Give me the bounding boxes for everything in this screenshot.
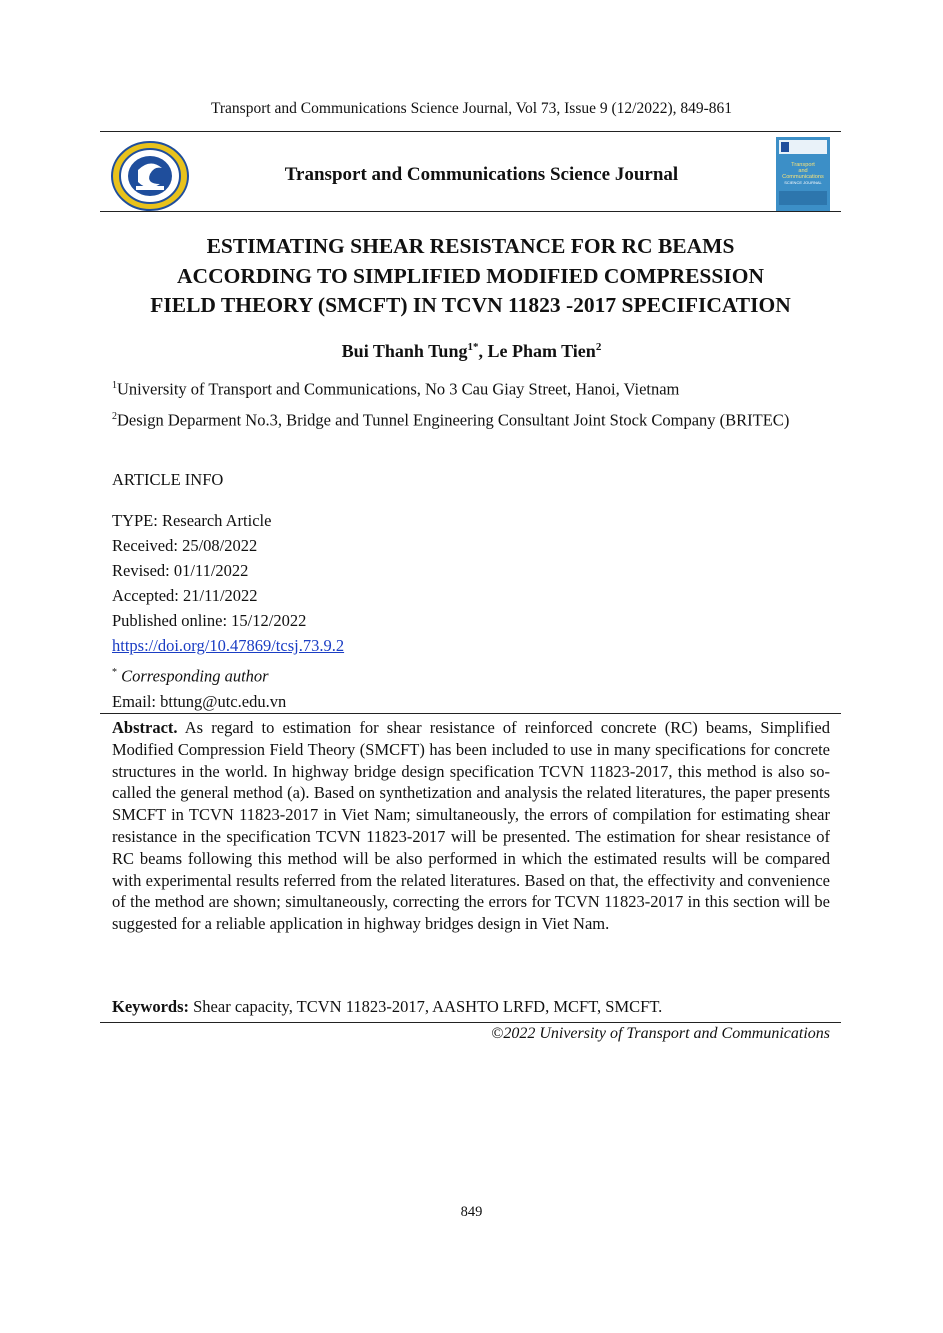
article-info-heading: ARTICLE INFO xyxy=(112,470,224,489)
affiliation xyxy=(112,374,832,402)
affiliation-sup: 1 xyxy=(112,380,117,391)
author-name: Bui Thanh Tung xyxy=(341,341,468,361)
author-list xyxy=(0,341,943,362)
article-info-list xyxy=(112,508,344,714)
svg-text:Transport: Transport xyxy=(791,162,815,168)
revised-date: Revised: 01/11/2022 xyxy=(112,561,249,580)
abstract xyxy=(112,717,830,935)
affiliation-sup: 2 xyxy=(112,411,117,422)
published-date: Published online: 15/12/2022 xyxy=(112,611,307,630)
keywords-text: Shear capacity, TCVN 11823-2017, AASHTO LRFD, MCFT, SMCFT. xyxy=(193,997,663,1016)
page-number: 849 xyxy=(460,1204,483,1220)
svg-text:and: and xyxy=(798,168,808,174)
copyright: ©2022 University of Transport and Communications xyxy=(491,1025,830,1042)
doi-link[interactable]: https://doi.org/10.47869/tcsj.73.9.2 xyxy=(112,636,345,655)
affiliation-text: University of Transport and Communications, No 3 Cau Giay Street, Hanoi, Vietnam xyxy=(117,379,680,399)
abstract-bottom-rule xyxy=(100,1022,841,1023)
title-line: ACCORDING TO SIMPLIFIED MODIFIED COMPRESSION xyxy=(177,263,764,288)
header-top-rule xyxy=(100,131,841,132)
corresponding-author-label: Corresponding author xyxy=(121,666,269,686)
received-date: Received: 25/08/2022 xyxy=(112,536,258,555)
author-sup: 1* xyxy=(467,341,479,353)
keywords xyxy=(112,997,830,1017)
keywords-label: Keywords: xyxy=(112,997,189,1016)
journal-cover-image xyxy=(776,137,830,211)
journal-name: Transport and Communications Science Journal xyxy=(284,164,679,185)
affiliation xyxy=(112,405,832,433)
email: Email: bttung@utc.edu.vn xyxy=(112,691,287,711)
corresponding-mark: * xyxy=(112,667,117,678)
author-name: Le Pham Tien xyxy=(487,341,596,361)
author-sup: 2 xyxy=(595,341,602,353)
accepted-date: Accepted: 21/11/2022 xyxy=(112,586,258,605)
paper-title xyxy=(100,232,841,321)
abstract-label: Abstract. xyxy=(112,718,178,737)
author-separator: , xyxy=(478,341,488,361)
header-bottom-rule xyxy=(100,211,841,212)
svg-text:SCIENCE JOURNAL: SCIENCE JOURNAL xyxy=(784,180,822,185)
svg-text:Communications: Communications xyxy=(782,174,824,180)
abstract-top-rule xyxy=(100,713,841,714)
abstract-text: As regard to estimation for shear resistance of reinforced concrete (RC) beams, Simplified Modified Compression Field Theory (SMCFT) has been included to use in many specifications for concrete structures in the world. In highway bridge design specification TCVN 11823-2017, this method is also so-called the general method (a). Based on synthetization and analysis the related literatures, the paper presents SMCFT in TCVN 11823-2017 in Viet Nam; simultaneously, the errors of compilation for estimating shear resistance in the specification TCVN 11823-2017 will be presented. The estimation for shear resistance of RC beams following this method will be also performed in which the estimated results will be compared with experimental results referred from the related literatures. Based on that, the effectivity and convenience of the method are shown; simultaneously, correcting the errors for TCVN 11823-2017 in this section will be suggested for a reliable application in highway bridges design in Viet Nam. xyxy=(112,718,830,934)
article-type: TYPE: Research Article xyxy=(112,511,272,530)
affiliation-text: Design Deparment No.3, Bridge and Tunnel Engineering Consultant Joint Stock Company (BRITEC) xyxy=(117,410,790,430)
title-line: FIELD THEORY (SMCFT) IN TCVN 11823 -2017 SPECIFICATION xyxy=(150,293,791,317)
running-head: Transport and Communications Science Journal, Vol 73, Issue 9 (12/2022), 849-861 xyxy=(210,100,733,117)
title-line: ESTIMATING SHEAR RESISTANCE FOR RC BEAMS xyxy=(206,234,735,258)
